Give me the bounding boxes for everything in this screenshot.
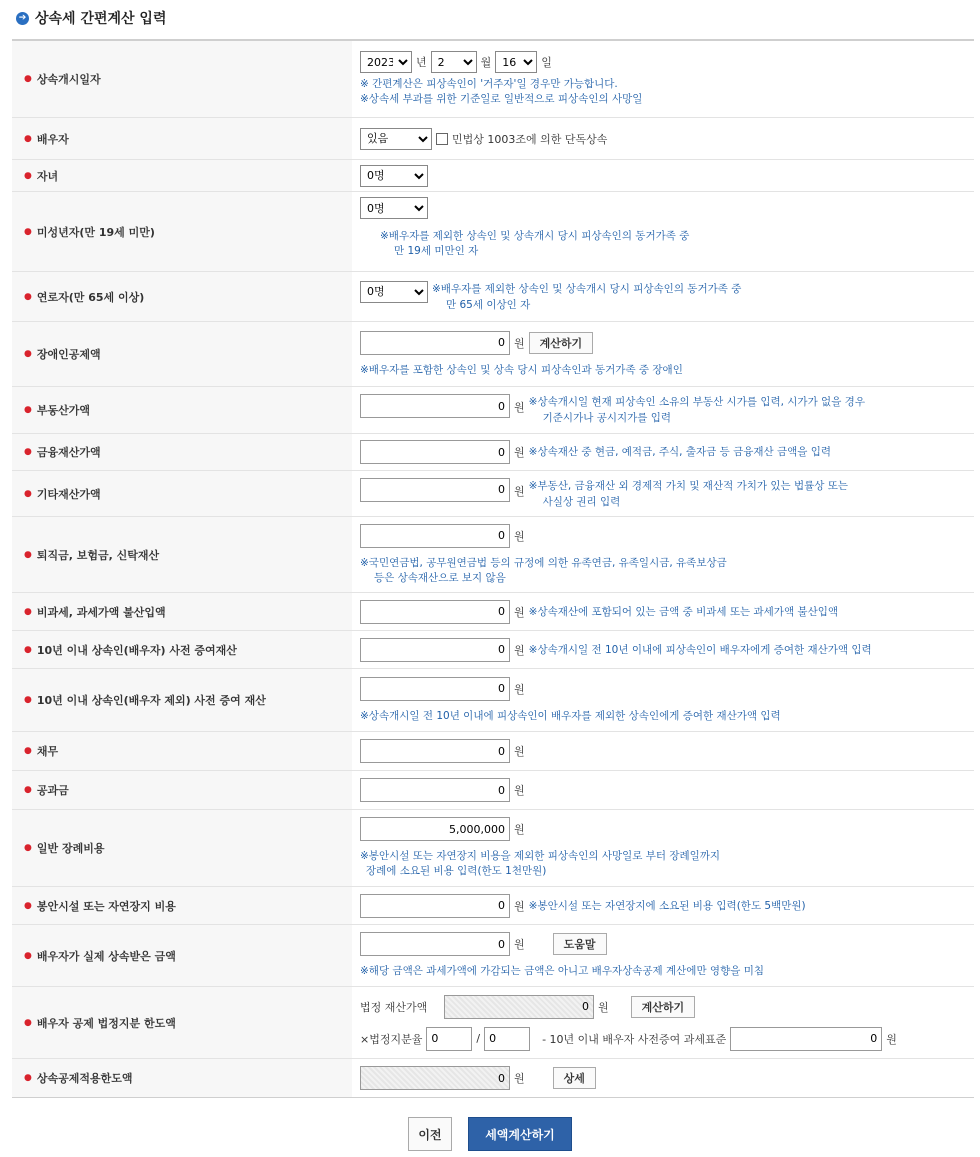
note: ※배우자를 포함한 상속인 및 상속 당시 피상속인과 동거가족 중 장애인: [360, 363, 683, 376]
arrow-circle-icon: ➔: [16, 12, 29, 25]
row-enshrine: ● 봉안시설 또는 자연장지 비용 0 원 ※봉안시설 또는 자연장지에 소요된 비용 입력(한도 5백만원): [12, 887, 974, 925]
note: ※상속재산에 포함되어 있는 금액 중 비과세 또는 과세가액 불산입액: [528, 605, 838, 618]
row-gift-spouse: ● 10년 이내 상속인(배우자) 사전 증여재산 0 원 ※상속개시일 전 10년 이내에 피상속인이 배우자에게 증여한 재산가액 입력: [12, 631, 974, 669]
note: ※상속개시일 전 10년 이내에 피상속인이 배우자를 제외한 상속인에게 증여한 재산가액 입력: [360, 709, 781, 722]
row-label: 일반 장례비용: [36, 842, 105, 855]
note: ※상속개시일 전 10년 이내에 피상속인이 배우자에게 증여한 재산가액 입력: [528, 643, 872, 656]
required-icon: ●: [24, 1073, 32, 1083]
row-retirement: ● 퇴직금, 보험금, 신탁재산 0 원 ※국민연금법, 공무원연금법 등의 규정에 의한 유족연금, 유족일시금, 유족보상금 등은 상속재산으로 보지 않음: [12, 517, 974, 593]
legal-calc-button[interactable]: 계산하기: [631, 996, 696, 1018]
minors-select[interactable]: [360, 197, 428, 219]
footer-buttons: [0, 1117, 980, 1151]
row-label: 봉안시설 또는 자연장지 비용: [36, 899, 176, 913]
required-icon: ●: [24, 488, 32, 499]
year-select[interactable]: [360, 51, 412, 73]
row-financial: ● 금융재산가액 0 원 ※상속재산 중 현금, 예적금, 주식, 출자금 등 금융재산 금액을 입력: [12, 434, 974, 471]
required-icon: ●: [24, 1017, 32, 1028]
row-label: 금융재산가액: [36, 446, 101, 459]
note: ※상속세 부과를 위한 기준일로 일반적으로 피상속인의 사망일: [360, 93, 643, 105]
row-spouse-limit: ● 배우자 공제 법정지분 한도액 법정 재산가액 0 원 계산하기 ×법정지분율 0 / 0 - 10년 이내 배우자 사전증여 과세표준 0 원: [12, 987, 974, 1059]
note: ※봉안시설 또는 자연장지 비용을 제외한 피상속인의 사망일로 부터 장례일까지: [360, 850, 721, 862]
spouse-select[interactable]: [360, 128, 432, 150]
note: 만 65세 이상인 자: [446, 298, 531, 311]
required-icon: ●: [24, 291, 32, 302]
row-elderly: [12, 272, 974, 322]
row-label: 배우자: [36, 132, 69, 146]
row-label: 부동산가액: [36, 404, 90, 417]
enshrine-input[interactable]: [360, 894, 510, 918]
detail-button[interactable]: 상세: [553, 1067, 596, 1089]
disabled-calc-button[interactable]: 계산하기: [529, 332, 594, 354]
debt-input[interactable]: [360, 739, 510, 763]
row-spouse-received: ● 배우자가 실제 상속받은 금액 0 원 도움말 ※해당 금액은 과세가액에 가감되는 금액은 아니고 배우자상속공제 계산에만 영향을 미침: [12, 925, 974, 987]
legal-asset-label: 법정 재산가액: [360, 1000, 428, 1014]
required-icon: ●: [24, 843, 32, 853]
other-assets-input[interactable]: [360, 478, 510, 502]
deduction-limit-input: [360, 1066, 510, 1090]
funeral-input[interactable]: [360, 817, 510, 841]
row-label: 비과세, 과세가액 불산입액: [36, 605, 166, 619]
help-button[interactable]: 도움말: [553, 933, 607, 955]
note: ※국민연금법, 공무원연금법 등의 규정에 의한 유족연금, 유족일시금, 유족보상금: [360, 556, 727, 569]
row-label: 미성년자(만 19세 미만): [36, 225, 155, 239]
nontax-input[interactable]: [360, 600, 510, 624]
row-spouse: [12, 118, 974, 160]
row-label: 연로자(만 65세 이상): [36, 290, 145, 304]
note: ※상속개시일 현재 피상속인 소유의 부동산 시가를 입력, 시가가 없을 경우: [528, 396, 865, 408]
required-icon: ●: [24, 405, 32, 415]
financial-input[interactable]: [360, 440, 510, 464]
row-real-estate: ● 부동산가액 0 원 ※상속개시일 현재 피상속인 소유의 부동산 시가를 입력, 시가가 없을 경우 기준시가나 공시지가를 입력: [12, 387, 974, 434]
children-select[interactable]: [360, 165, 428, 187]
note: 기준시가나 공시지가를 입력: [542, 412, 672, 424]
required-icon: ●: [24, 606, 32, 617]
prev-button[interactable]: 이전: [408, 1117, 452, 1151]
required-icon: ●: [24, 950, 32, 961]
row-label: 상속공제적용한도액: [36, 1072, 133, 1085]
legal-asset-input: [444, 995, 594, 1019]
real-estate-input[interactable]: [360, 394, 510, 418]
checkbox-label: 민법상 1003조에 의한 단독상속: [452, 132, 608, 146]
required-icon: ●: [24, 644, 32, 655]
calculate-tax-button[interactable]: 세액계산하기: [468, 1117, 572, 1151]
row-label: 10년 이내 상속인(배우자) 사전 증여재산: [36, 643, 237, 657]
spouse-received-input[interactable]: [360, 932, 510, 956]
required-icon: ●: [24, 349, 32, 359]
row-public-charges: ● 공과금 0 원: [12, 771, 974, 810]
required-icon: ●: [24, 74, 32, 84]
page-title-area: [16, 8, 166, 28]
note: ※배우자를 제외한 상속인 및 상속개시 당시 피상속인의 동거가족 중: [432, 282, 742, 295]
row-funeral: ● 일반 장례비용 5,000,000 원 ※봉안시설 또는 자연장지 비용을 제외한 피상속인의 사망일로 부터 장례일까지 장례에 소요된 비용 입력(한도 1천만원): [12, 810, 974, 887]
row-label: 공과금: [36, 784, 69, 797]
retirement-input[interactable]: [360, 524, 510, 548]
row-disabled: ● 장애인공제액 0 원 계산하기 ※배우자를 포함한 상속인 및 상속 당시 피상속인과 동거가족 중 장애인: [12, 322, 974, 387]
gift-spouse-input[interactable]: [360, 638, 510, 662]
disabled-deduction-input[interactable]: [360, 331, 510, 355]
row-label: 상속개시일자: [36, 73, 101, 86]
tax-base-input[interactable]: [730, 1027, 882, 1051]
row-label: 배우자가 실제 상속받은 금액: [36, 949, 176, 963]
note: ※상속재산 중 현금, 예적금, 주식, 출자금 등 금융재산 금액을 입력: [528, 446, 832, 458]
required-icon: ●: [24, 170, 32, 181]
row-debt: ● 채무 0 원: [12, 732, 974, 771]
gift-other-input[interactable]: [360, 677, 510, 701]
month-select[interactable]: [431, 51, 477, 73]
row-label: 채무: [36, 745, 59, 758]
share-numerator-input[interactable]: [426, 1027, 472, 1051]
row-label: 10년 이내 상속인(배우자 제외) 사전 증여 재산: [36, 694, 266, 707]
row-label: 자녀: [36, 169, 59, 183]
note: 만 19세 미만인 자: [394, 245, 479, 257]
required-icon: ●: [24, 900, 32, 911]
tax-base-label: - 10년 이내 배우자 사전증여 과세표준: [542, 1032, 727, 1046]
row-minors: [12, 192, 974, 272]
required-icon: ●: [24, 133, 32, 144]
day-select[interactable]: [495, 51, 537, 73]
row-label: 퇴직금, 보험금, 신탁재산: [36, 548, 160, 562]
note: ※봉안시설 또는 자연장지에 소요된 비용 입력(한도 5백만원): [528, 899, 806, 912]
row-gift-other: ● 10년 이내 상속인(배우자 제외) 사전 증여 재산 0 원 ※상속개시일 전 10년 이내에 피상속인이 배우자를 제외한 상속인에게 증여한 재산가액 입력: [12, 669, 974, 732]
note: ※ 간편계산은 피상속인이 '거주자'일 경우만 가능합니다.: [360, 78, 618, 90]
row-date: ● 상속개시일자 2023 년 2 월 16 일 ※ 간편계산은 피상속인이 '거주자'일 경우만 가능합니다. ※상속세 부과를 위한 기준일로 일반적으로 피상속인의 사망일: [12, 41, 974, 118]
page-title: 상속세 간편계산 입력: [35, 11, 167, 27]
public-charges-input[interactable]: [360, 778, 510, 802]
row-limit: ● 상속공제적용한도액 0 원 상세: [12, 1059, 974, 1097]
row-children: [12, 160, 974, 192]
elderly-select[interactable]: [360, 281, 428, 303]
note: ※해당 금액은 과세가액에 가감되는 금액은 아니고 배우자상속공제 계산에만 영향을 미침: [360, 965, 764, 977]
required-icon: ●: [24, 785, 32, 795]
note: 장례에 소요된 비용 입력(한도 1천만원): [366, 865, 547, 877]
input-form: [12, 39, 974, 1098]
row-nontax: ● 비과세, 과세가액 불산입액 0 원 ※상속재산에 포함되어 있는 금액 중 비과세 또는 과세가액 불산입액: [12, 593, 974, 631]
sole-inheritance-checkbox[interactable]: [436, 133, 448, 145]
required-icon: ●: [24, 746, 32, 756]
note: 등은 상속재산으로 보지 않음: [374, 571, 506, 584]
note: ※부동산, 금융재산 외 경제적 가치 및 재산적 가치가 있는 법률상 또는: [528, 479, 849, 492]
required-icon: ●: [24, 447, 32, 457]
required-icon: ●: [24, 695, 32, 705]
row-label: 배우자 공제 법정지분 한도액: [36, 1016, 176, 1030]
required-icon: ●: [24, 226, 32, 237]
note: ※배우자를 제외한 상속인 및 상속개시 당시 피상속인의 동거가족 중: [380, 230, 690, 242]
note: 사실상 권리 입력: [542, 495, 621, 508]
row-label: 장애인공제액: [36, 348, 101, 361]
row-other-assets: ● 기타재산가액 0 원 ※부동산, 금융재산 외 경제적 가치 및 재산적 가치가 있는 법률상 또는 사실상 권리 입력: [12, 471, 974, 517]
share-denominator-input[interactable]: [484, 1027, 530, 1051]
required-icon: ●: [24, 549, 32, 560]
legal-share-label: ×법정지분율: [360, 1032, 423, 1046]
row-label: 기타재산가액: [36, 487, 101, 501]
